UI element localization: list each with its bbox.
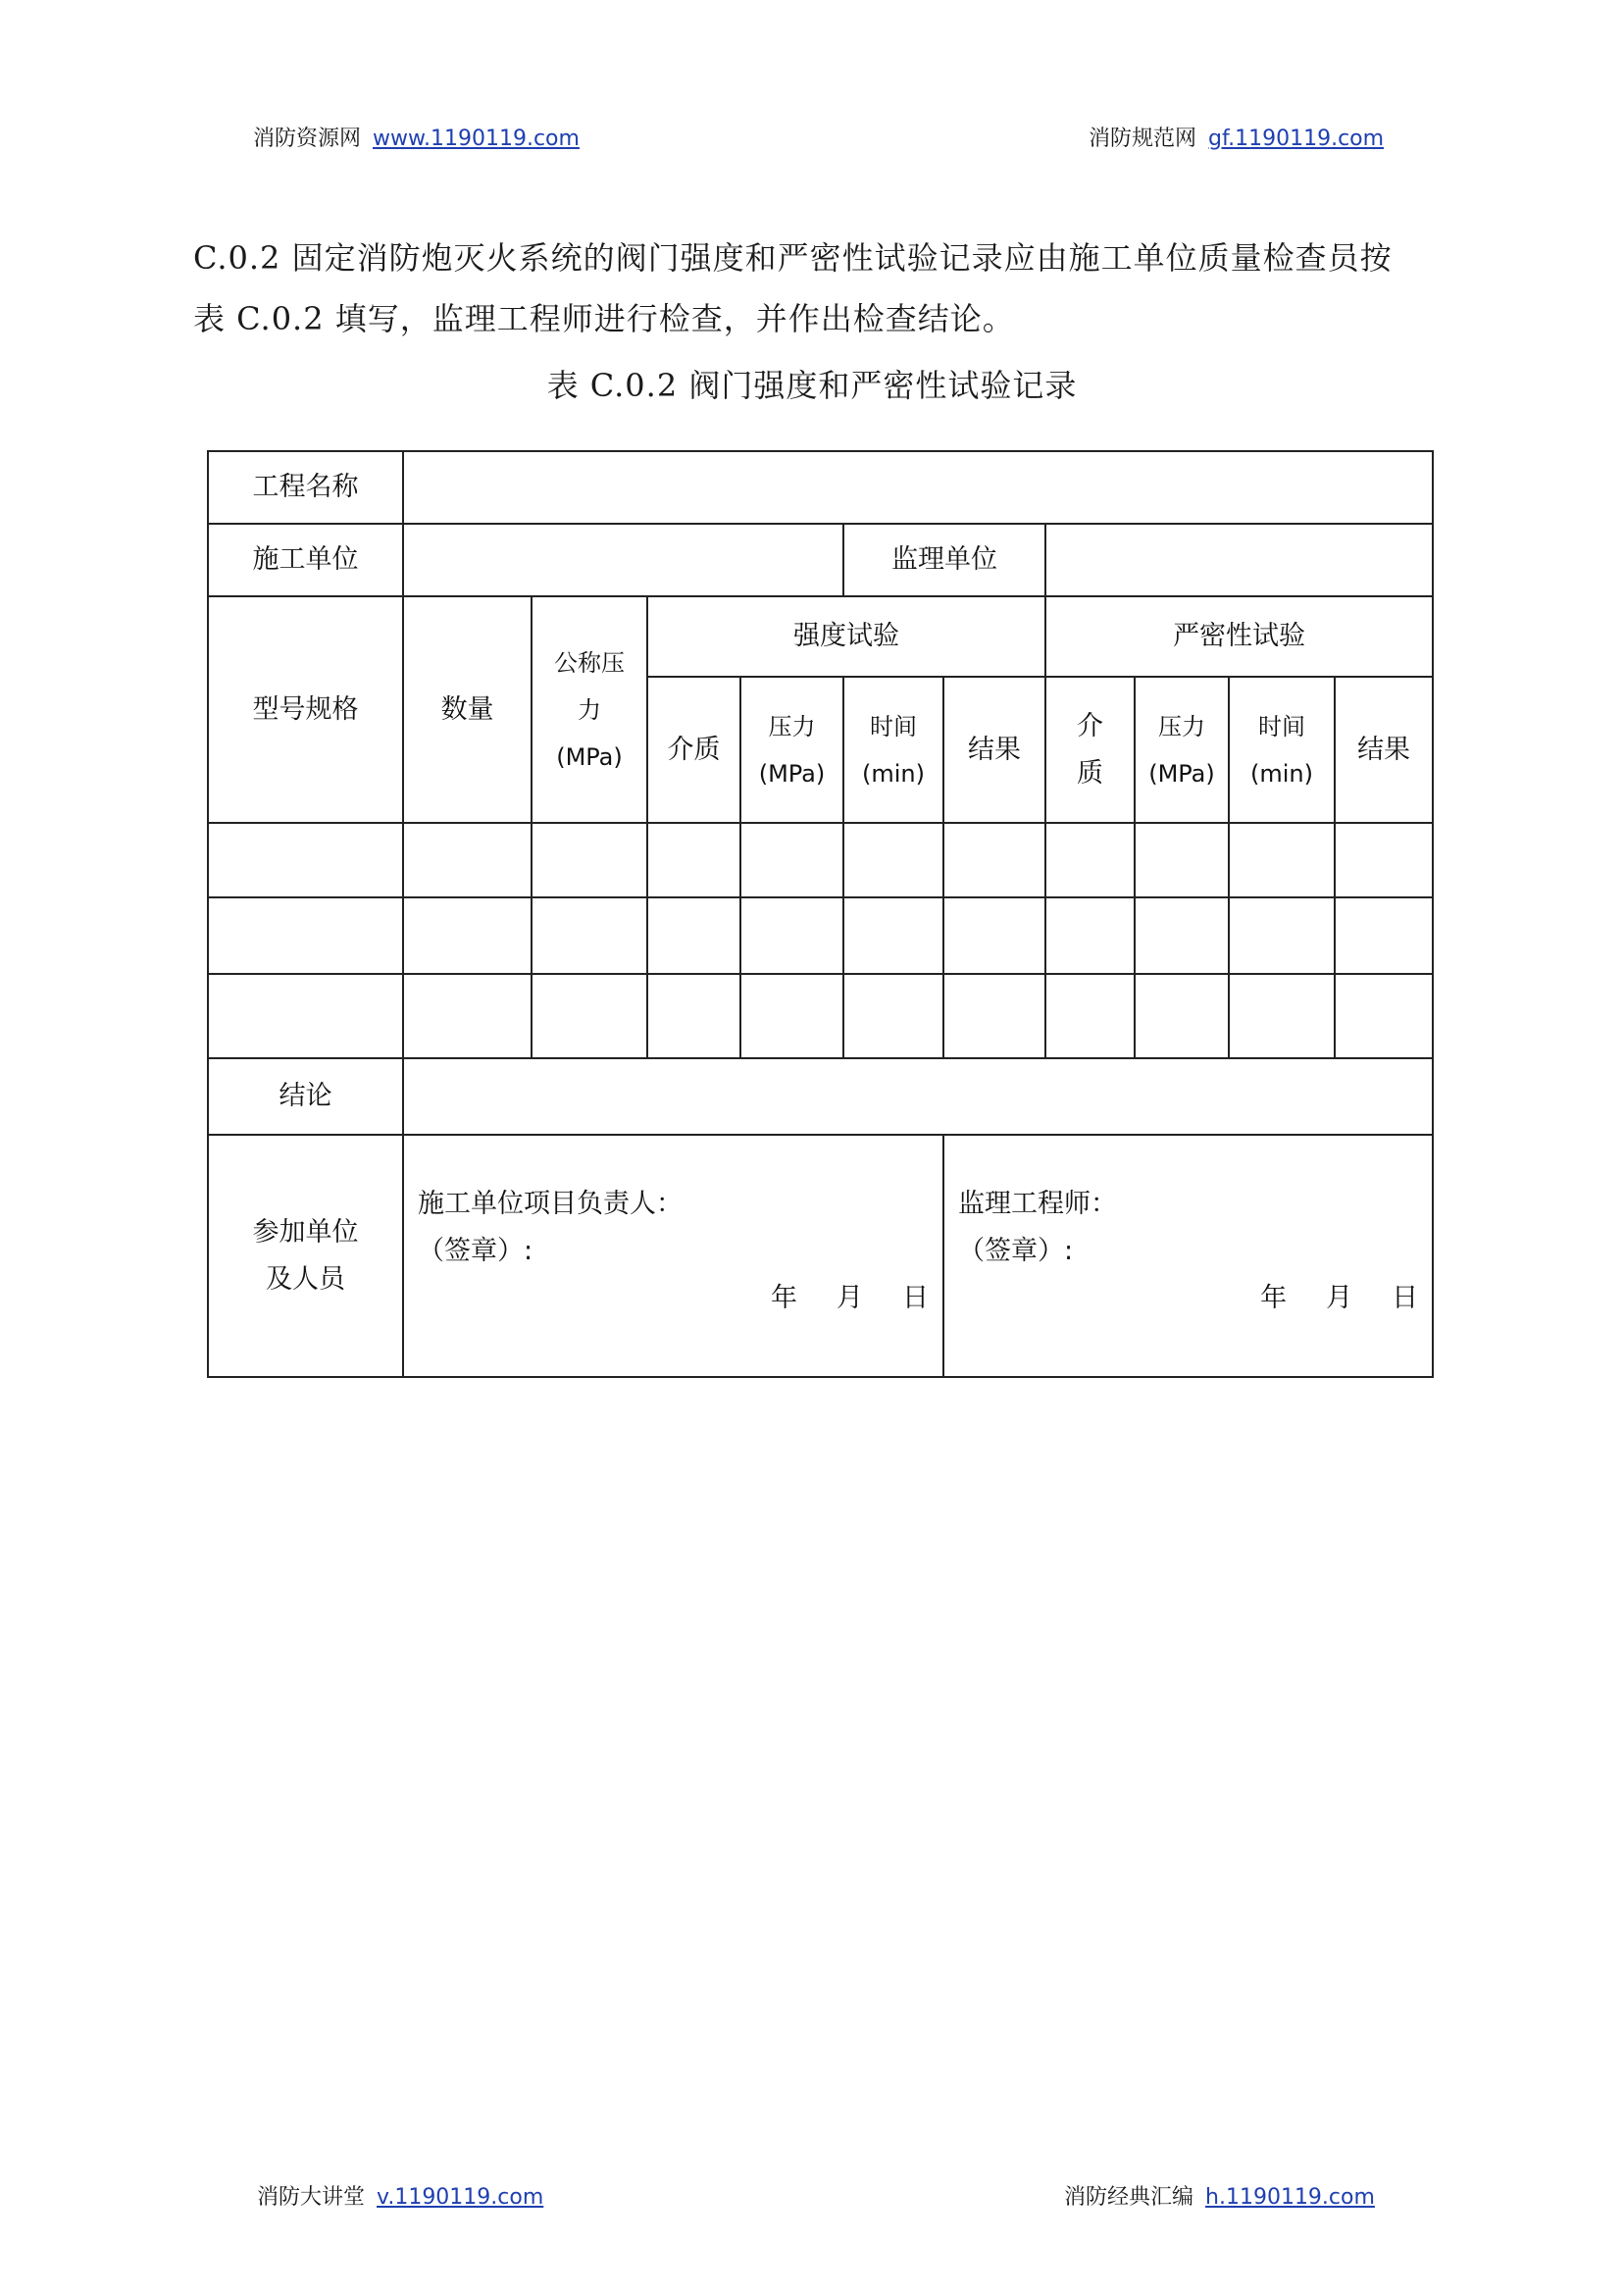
supervisor-date [958,1275,1418,1322]
construction-unit-value[interactable] [403,524,843,596]
header-left [253,122,580,152]
footer-right [1064,2180,1375,2211]
supervisor-sign-block[interactable] [943,1135,1433,1377]
supervisor-month: 月 [1326,1283,1353,1314]
tightness-time-header: 时间(min) [1229,677,1335,822]
project-name-label: 工程名称 [208,451,403,524]
paragraph-line-2: 表 C.0.2 填写，监理工程师进行检查，并作出检查结论。 [193,300,1015,337]
table-row [208,823,1433,897]
constr-day: 日 [902,1283,929,1314]
strength-time-header: 时间(min) [843,677,943,822]
participants-label: 参加单位及人员 [208,1135,403,1377]
supervision-unit-label: 监理单位 [843,524,1045,596]
constr-date [418,1275,929,1322]
header-left-label: 消防资源网 [253,127,362,151]
supervisor-sign-label: （签章）: [958,1236,1074,1267]
footer-right-link[interactable]: h.1190119.com [1205,2185,1375,2210]
header-right-label: 消防规范网 [1089,127,1197,151]
construction-sign-block[interactable] [403,1135,943,1377]
header-right-link[interactable]: gf.1190119.com [1208,127,1385,151]
conclusion-value[interactable] [403,1058,1433,1135]
footer-left [257,2180,543,2211]
strength-pressure-header: 压力(MPa) [740,677,843,822]
valve-test-record-table [207,450,1434,1378]
table-row [208,897,1433,974]
constr-manager-label: 施工单位项目负责人： [418,1189,683,1220]
strength-test-header: 强度试验 [647,596,1045,677]
supervision-unit-value[interactable] [1045,524,1433,596]
tightness-test-header: 严密性试验 [1045,596,1433,677]
tightness-medium-header: 介质 [1045,677,1135,822]
footer-left-label: 消防大讲堂 [257,2185,366,2210]
project-name-value[interactable] [403,451,1433,524]
table-caption: 表 C.0.2 阀门强度和严密性试验记录 [546,367,1078,404]
strength-medium-header: 介质 [647,677,740,822]
quantity-header: 数量 [403,596,532,822]
constr-month: 月 [837,1283,863,1314]
model-spec-header: 型号规格 [208,596,403,822]
footer-right-label: 消防经典汇编 [1064,2185,1194,2210]
construction-unit-label: 施工单位 [208,524,403,596]
constr-year: 年 [771,1283,797,1314]
nominal-pressure-header: 公称压力(MPa) [532,596,647,822]
table-row [208,974,1433,1058]
footer-left-link[interactable]: v.1190119.com [377,2185,544,2210]
paragraph-line-1: C.0.2 固定消防炮灭火系统的阀门强度和严密性试验记录应由施工单位质量检查员按 [193,239,1393,277]
supervisor-label: 监理工程师： [958,1189,1117,1220]
tightness-pressure-header: 压力(MPa) [1135,677,1229,822]
conclusion-label: 结论 [208,1058,403,1135]
supervisor-year: 年 [1260,1283,1288,1314]
constr-sign-label: （签章）: [418,1236,533,1267]
header-left-link[interactable]: www.1190119.com [373,127,580,151]
supervisor-day: 日 [1392,1283,1419,1314]
header-right [1089,122,1384,152]
strength-result-header: 结果 [943,677,1045,822]
tightness-result-header: 结果 [1335,677,1433,822]
